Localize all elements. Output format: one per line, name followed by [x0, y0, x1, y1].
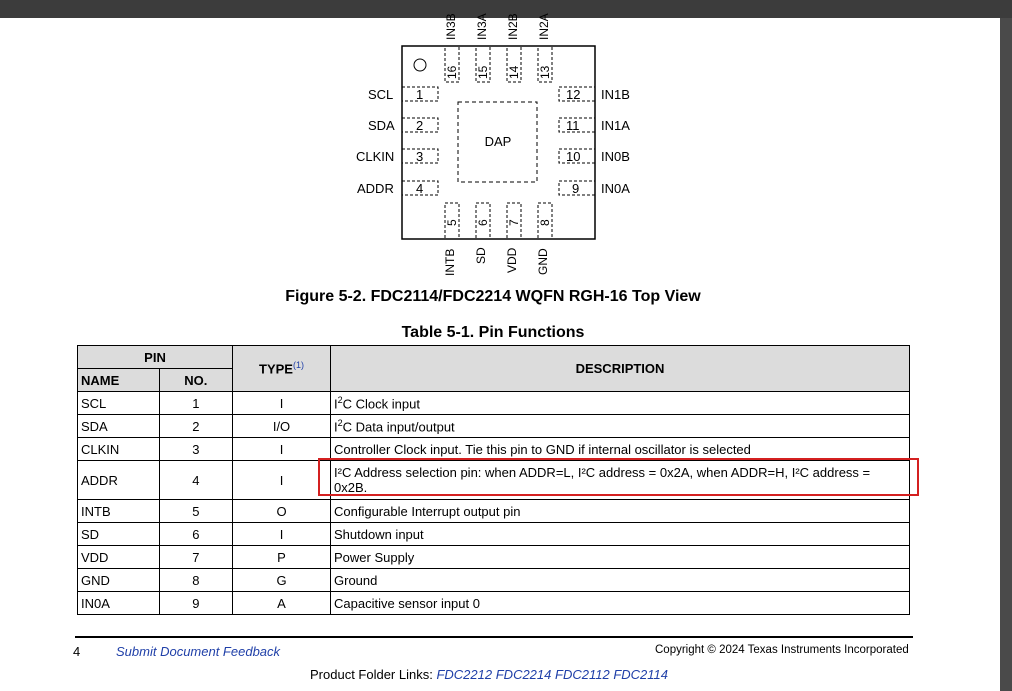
cell-description: Configurable Interrupt output pin — [331, 500, 910, 523]
left-pads — [402, 87, 438, 195]
pin-label-sda: SDA — [368, 118, 395, 133]
cell-description: Ground — [331, 569, 910, 592]
cell-name: SCL — [78, 392, 160, 415]
cell-no: 9 — [159, 592, 232, 615]
cell-name: SDA — [78, 415, 160, 438]
dap-label: DAP — [484, 134, 512, 149]
cell-name: VDD — [78, 546, 160, 569]
table-row — [78, 523, 910, 546]
desc-superscript: 2 — [337, 394, 343, 405]
cell-no: 5 — [159, 500, 232, 523]
cell-type: I — [233, 523, 331, 546]
pin-num-3: 3 — [416, 149, 424, 164]
pin-num-16: 16 — [445, 65, 459, 79]
cell-type: A — [233, 592, 331, 615]
pin-num-5: 5 — [445, 219, 459, 226]
cell-description: Controller Clock input. Tie this pin to GND if internal oscillator is selected — [331, 438, 910, 461]
header-type — [233, 346, 331, 392]
copyright-text: Copyright © 2024 Texas Instruments Incorporated — [655, 644, 909, 656]
cell-name: INTB — [78, 500, 160, 523]
desc-text: C Data input/output — [342, 419, 455, 435]
table-row — [78, 569, 910, 592]
document-page — [0, 13, 1000, 691]
bottom-pads — [445, 203, 552, 239]
pin-label-clkin: CLKIN — [356, 149, 395, 164]
product-link-fdc2212[interactable]: FDC2212 — [436, 667, 493, 682]
package-diagram — [340, 0, 660, 290]
product-link-fdc2112[interactable]: FDC2112 — [555, 667, 610, 682]
table-row — [78, 415, 910, 438]
pin-num-15: 15 — [476, 65, 490, 79]
cell-description: I²C Address selection pin: when ADDR=L, I²C address = 0x2A, when ADDR=H, I²C address = 0x2B. — [331, 461, 910, 500]
header-description: DESCRIPTION — [331, 346, 910, 392]
cell-type: O — [233, 500, 331, 523]
table-header-row — [78, 346, 910, 369]
pin-label-in2b: IN2B — [506, 13, 520, 40]
pin-label-scl: SCL — [368, 87, 394, 102]
right-pads — [559, 87, 595, 195]
header-no: NO. — [159, 369, 232, 392]
cell-description: Capacitive sensor input 0 — [331, 592, 910, 615]
desc-superscript: 2 — [337, 417, 343, 428]
cell-no: 7 — [159, 546, 232, 569]
pin-num-14: 14 — [507, 65, 521, 79]
desc-prefix: I — [334, 396, 338, 412]
pin-num-13: 13 — [538, 65, 552, 79]
figure-caption: Figure 5-2. FDC2114/FDC2214 WQFN RGH-16 Top View — [285, 288, 701, 305]
page-number: 4 — [73, 644, 81, 659]
header-type-text: TYPE — [259, 361, 293, 377]
type-footnote-link[interactable]: (1) — [292, 360, 304, 371]
submit-feedback-link[interactable]: Submit Document Feedback — [116, 644, 281, 659]
header-name: NAME — [78, 369, 160, 392]
pin-label-in0b: IN0B — [601, 149, 630, 164]
product-links-label: Product Folder Links: — [310, 667, 433, 682]
cell-type: I/O — [233, 415, 331, 438]
desc-prefix: I — [334, 419, 338, 435]
pin-label-vdd: VDD — [505, 247, 519, 273]
pin-label-sd: SD — [474, 247, 488, 264]
cell-type: I — [233, 438, 331, 461]
top-pads — [445, 46, 552, 82]
cell-no: 3 — [159, 438, 232, 461]
cell-no: 4 — [159, 461, 232, 500]
cell-type: G — [233, 569, 331, 592]
pin-num-7: 7 — [507, 219, 521, 226]
pin-num-12: 12 — [566, 87, 581, 102]
pin-num-10: 10 — [566, 149, 581, 164]
cell-name: IN0A — [78, 592, 160, 615]
product-link-fdc2214[interactable]: FDC2214 — [495, 667, 552, 682]
pin-num-1: 1 — [416, 87, 424, 102]
pin-label-gnd: GND — [536, 248, 550, 275]
cell-description — [331, 392, 910, 415]
cell-name: GND — [78, 569, 160, 592]
pin-num-4: 4 — [416, 181, 424, 196]
cell-no: 1 — [159, 392, 232, 415]
cell-name: ADDR — [78, 461, 160, 500]
footer-divider — [75, 636, 913, 638]
table-row — [78, 392, 910, 415]
cell-no: 8 — [159, 569, 232, 592]
cell-name: CLKIN — [78, 438, 160, 461]
pin-label-in3b: IN3B — [444, 13, 458, 40]
cell-no: 2 — [159, 415, 232, 438]
table-row — [78, 592, 910, 615]
cell-type: I — [233, 461, 331, 500]
cell-type: I — [233, 392, 331, 415]
product-link-fdc2114[interactable]: FDC2114 — [613, 667, 668, 682]
product-folder-links — [310, 667, 668, 682]
pin-label-in2a: IN2A — [537, 13, 551, 40]
pin-label-in0a: IN0A — [601, 181, 630, 196]
table-caption: Table 5-1. Pin Functions — [401, 324, 585, 341]
pin-label-in1a: IN1A — [601, 118, 630, 133]
cell-no: 6 — [159, 523, 232, 546]
header-pin: PIN — [78, 346, 233, 369]
pin-num-11: 11 — [566, 118, 580, 133]
highlight-box — [318, 458, 919, 496]
scrollbar-track[interactable] — [1000, 18, 1012, 691]
table-row — [78, 546, 910, 569]
table-row — [78, 500, 910, 523]
cell-description: Power Supply — [331, 546, 910, 569]
cell-name: SD — [78, 523, 160, 546]
cell-description — [331, 415, 910, 438]
pin-num-2: 2 — [416, 118, 424, 133]
pin-label-in3a: IN3A — [475, 13, 489, 40]
desc-text: C Clock input — [342, 396, 420, 412]
pin-label-addr: ADDR — [357, 181, 394, 196]
cell-description: Shutdown input — [331, 523, 910, 546]
cell-type: P — [233, 546, 331, 569]
pin1-marker — [414, 59, 426, 71]
pin-num-6: 6 — [476, 219, 490, 226]
pin-label-in1b: IN1B — [601, 87, 630, 102]
pin-label-intb: INTB — [443, 248, 457, 276]
pin-num-8: 8 — [538, 219, 552, 226]
pin-num-9: 9 — [572, 181, 580, 196]
